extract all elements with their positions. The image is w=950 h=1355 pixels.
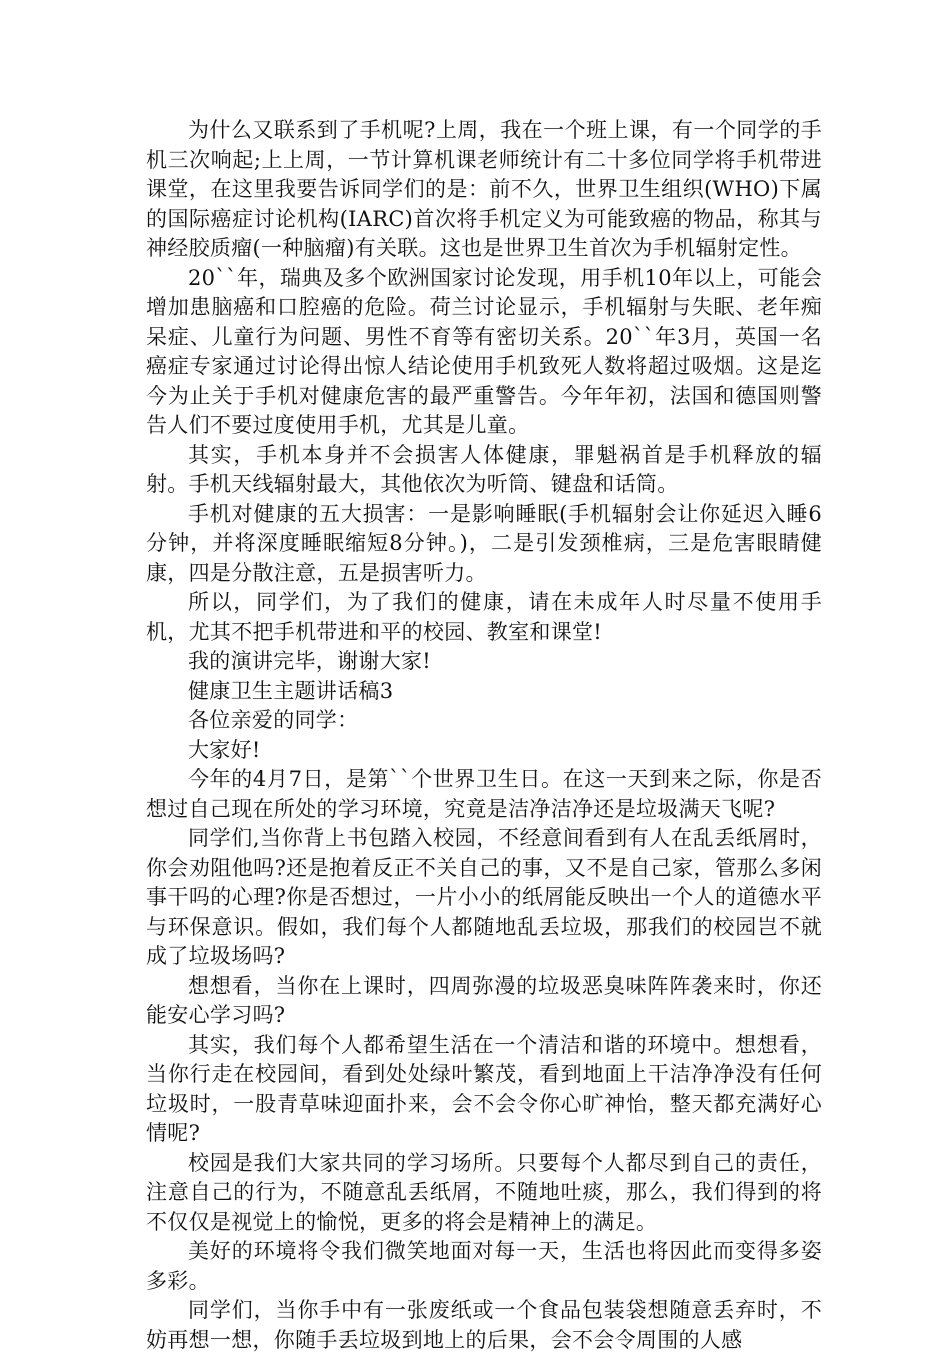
paragraph-beautiful-environment: 美好的环境将令我们微笑地面对每一天，生活也将因此而变得多姿多彩。 xyxy=(146,1239,822,1293)
section-heading: 健康卫生主题讲话稿3 xyxy=(188,678,394,703)
paragraph-closing: 我的演讲完毕，谢谢大家! xyxy=(188,649,432,673)
paragraph-health-day: 今年的4月7日，是第``个世界卫生日。在这一天到来之际，你是否想过自己现在所处的学习环境，究竟是洁净洁净还是垃圾满天飞呢? xyxy=(146,767,822,821)
paragraph-phone-radiation: 其实，手机本身并不会损害人体健康，罪魁祸首是手机释放的辐射。手机天线辐射最大，其他依次为听筒、键盘和话筒。 xyxy=(146,442,822,496)
paragraph-phone-research: 20``年，瑞典及多个欧洲国家讨论发现，用手机10年以上，可能会增加患脑癌和口腔癌的危险。荷兰讨论显示，手机辐射与失眠、老年痴呆症、儿童行为问题、男性不育等有密切关系。20``年3月，英国一名癌症专家通过讨论得出惊人结论使用手机致死人数将超过吸烟。这是迄今为止关于手机对健康危害的最严重警告。今年年初，法国和德国则警告人们不要过度使用手机，尤其是儿童。 xyxy=(146,265,822,437)
greeting: 大家好! xyxy=(188,737,261,762)
document-body xyxy=(146,116,822,1355)
paragraph-conclusion: 所以，同学们，为了我们的健康，请在未成年人时尽量不使用手机，尤其不把手机带进和平的校园、教室和课堂! xyxy=(146,590,822,644)
paragraph-clean-environment: 其实，我们每个人都希望生活在一个清洁和谐的环境中。想想看，当你行走在校园间，看到处处绿叶繁茂，看到地面上干洁净净没有任何垃圾时，一股青草味迎面扑来，会不会令你心旷神怡，整天都充满好心情呢? xyxy=(146,1032,822,1145)
paragraph-waste-paper: 同学们，当你手中有一张废纸或一个食品包装袋想随意丢弃时，不妨再想一想，你随手丢垃圾到地上的后果，会不会令周围的人感 xyxy=(146,1298,822,1352)
paragraph-phone-intro: 为什么又联系到了手机呢?上周，我在一个班上课，有一个同学的手机三次响起;上上周，一节计算机课老师统计有二十多位同学将手机带进课堂，在这里我要告诉同学们的是：前不久，世界卫生组织(WHO)下属的国际癌症讨论机构(IARC)首次将手机定义为可能致癌的物品，称其与神经胶质瘤(一种脑瘤)有关联。这也是世界卫生首次为手机辐射定性。 xyxy=(146,118,822,260)
paragraph-imagine-class: 想想看，当你在上课时，四周弥漫的垃圾恶臭味阵阵袭来时，你还能安心学习吗? xyxy=(146,973,822,1027)
paragraph-litter: 同学们,当你背上书包踏入校园，不经意间看到有人在乱丢纸屑时，你会劝阻他吗?还是抱着反正不关自己的事，又不是自己家，管那么多闲事干吗的心理?你是否想过，一片小小的纸屑能反映出一个人的道德水平与环保意识。假如，我们每个人都随地乱丢垃圾，那我们的校园岂不就成了垃圾场吗? xyxy=(146,826,822,968)
paragraph-five-harms: 手机对健康的五大损害：一是影响睡眠(手机辐射会让你延迟入睡6分钟，并将深度睡眠缩短8分钟。)，二是引发颈椎病，三是危害眼睛健康，四是分散注意，五是损害听力。 xyxy=(146,501,822,585)
paragraph-campus-responsibility: 校园是我们大家共同的学习场所。只要每个人都尽到自己的责任，注意自己的行为，不随意乱丢纸屑，不随地吐痰，那么，我们得到的将不仅仅是视觉上的愉悦，更多的将会是精神上的满足。 xyxy=(146,1150,822,1234)
salutation: 各位亲爱的同学： xyxy=(188,708,359,732)
